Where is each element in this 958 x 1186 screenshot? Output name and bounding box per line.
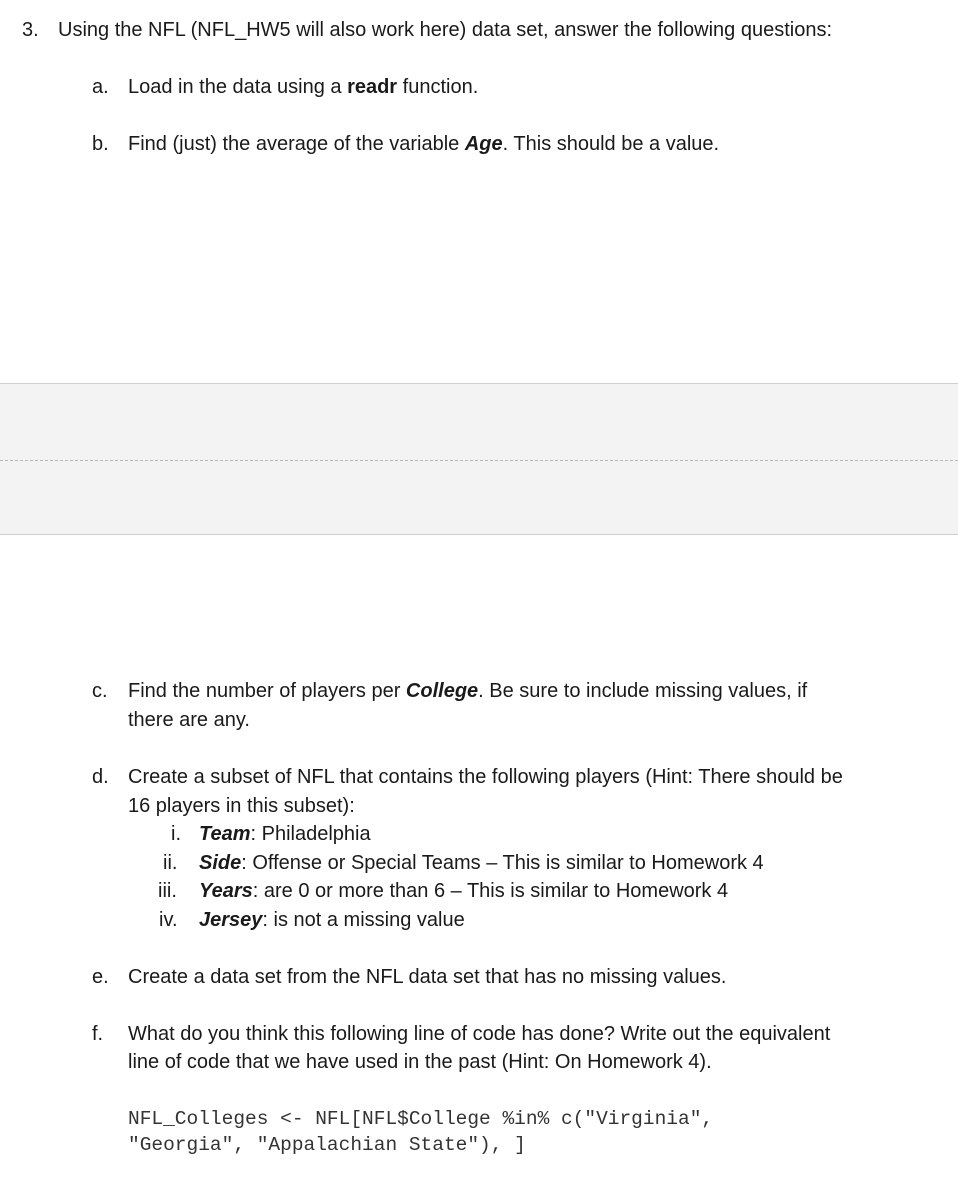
sub-item-marker: iii. <box>158 880 177 902</box>
sub-item-marker: i. <box>171 823 181 845</box>
part-d-text-line2: 16 players in this subset): <box>128 795 355 817</box>
sub-item-years: Years: are 0 or more than 6 – This is similar to Homework 4 <box>199 880 729 902</box>
part-f-text-line2: line of code that we have used in the past (Hint: On Homework 4). <box>128 1051 712 1073</box>
sub-item-side: Side: Offense or Special Teams – This is similar to Homework 4 <box>199 852 764 874</box>
part-b-marker: b. <box>92 133 109 155</box>
part-c-text-line2: there are any. <box>128 709 250 731</box>
part-d-text: Create a subset of NFL that contains the following players (Hint: There should be <box>128 766 843 788</box>
sub-item-marker: ii. <box>163 852 178 874</box>
question-text: Using the NFL (NFL_HW5 will also work here) data set, answer the following questions: <box>58 19 833 41</box>
page-break-divider <box>0 460 958 461</box>
part-b-text: Find (just) the average of the variable Age. This should be a value. <box>128 133 720 155</box>
code-line: NFL_Colleges <- NFL[NFL$College %in% c("Virginia", <box>128 1108 714 1130</box>
sub-item-marker: iv. <box>159 909 178 931</box>
readr-emphasis: readr <box>347 76 398 98</box>
part-a-marker: a. <box>92 76 109 98</box>
sub-item-team: Team: Philadelphia <box>199 823 371 845</box>
college-emphasis: College <box>405 680 479 702</box>
part-d-marker: d. <box>92 766 109 788</box>
part-f-marker: f. <box>92 1023 104 1045</box>
part-f-text: What do you think this following line of code has done? Write out the equivalent <box>128 1023 831 1045</box>
part-c-marker: c. <box>92 680 108 702</box>
part-e-text: Create a data set from the NFL data set that has no missing values. <box>128 966 727 988</box>
page-break-band <box>0 383 958 535</box>
code-line: "Georgia", "Appalachian State"), ] <box>128 1134 526 1156</box>
age-emphasis: Age <box>464 133 503 155</box>
part-c-text: Find the number of players per College. Be sure to include missing values, if <box>128 680 808 702</box>
sub-item-jersey: Jersey: is not a missing value <box>199 909 465 931</box>
part-a-text: Load in the data using a readr function. <box>128 76 479 98</box>
question-number: 3. <box>22 19 39 41</box>
part-e-marker: e. <box>92 966 109 988</box>
